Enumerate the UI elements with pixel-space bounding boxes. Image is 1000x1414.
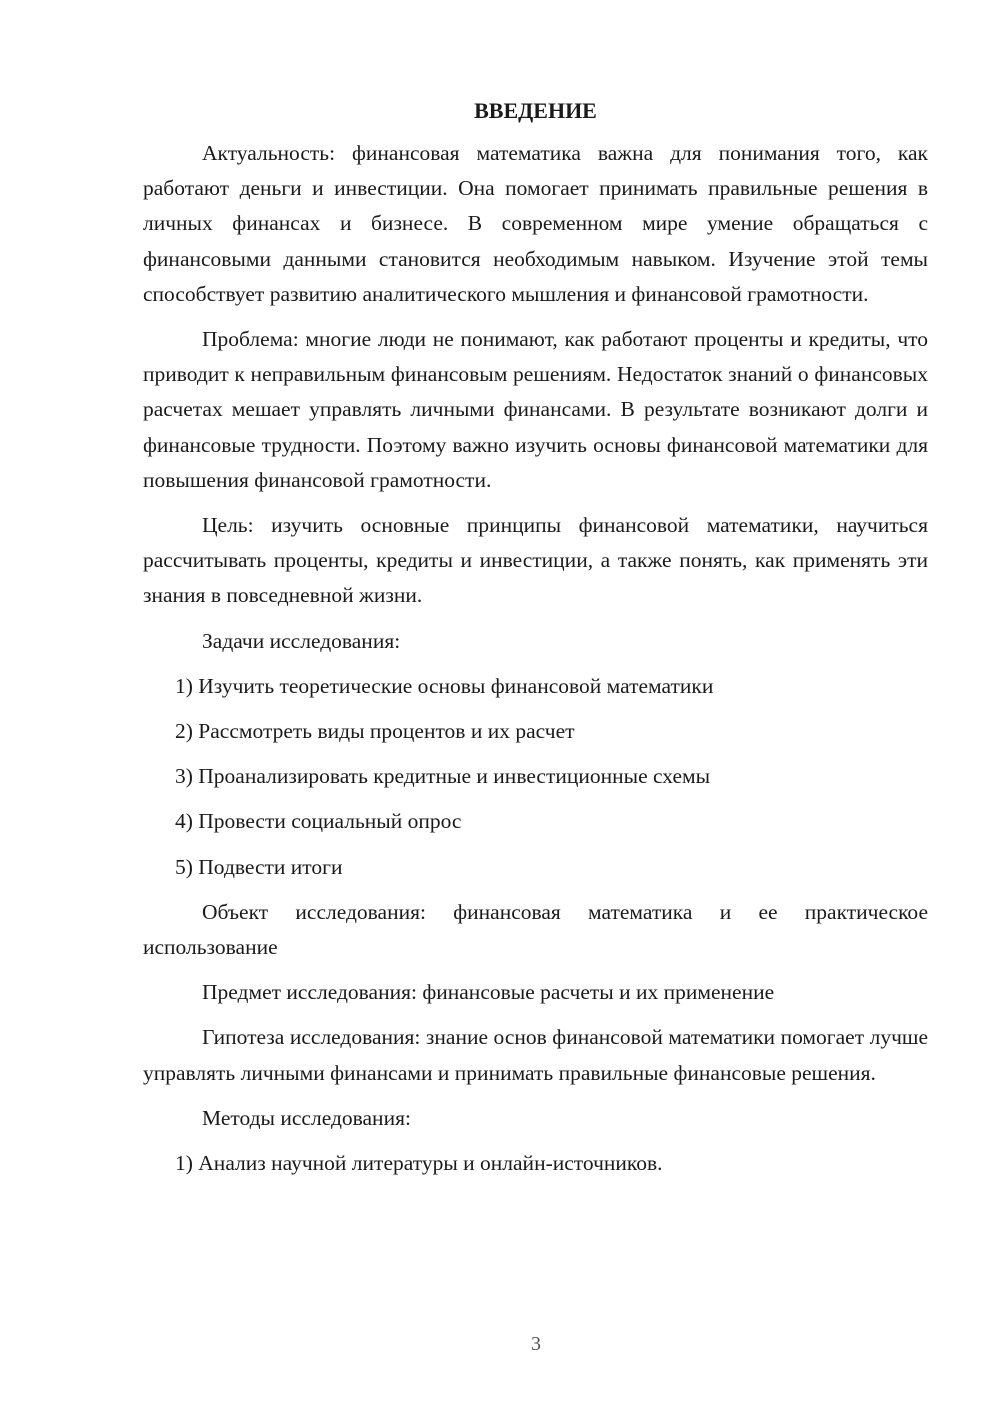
task-item-5: 5) Подвести итоги <box>175 854 343 879</box>
page-number: 3 <box>531 1333 541 1355</box>
task-item-2: 2) Рассмотреть виды процентов и их расчет <box>175 719 575 744</box>
task-item-1: 1) Изучить теоретические основы финансовой математики <box>175 673 714 698</box>
task-item-3: 3) Проанализировать кредитные и инвестиционные схемы <box>175 764 711 789</box>
section-heading: ВВЕДЕНИЕ <box>474 98 597 123</box>
goal-paragraph: Цель: изучить основные принципы финансовой математики, научиться рассчитывать проценты, кредиты и инвестиции, а также понять, как применять эти знания в повседневной жизни. <box>143 513 928 608</box>
problem-paragraph: Проблема: многие люди не понимают, как работают проценты и кредиты, что приводит к неправильным финансовым решениям. Недостаток знаний о финансовых расчетах мешает управлять личными финансами. В результате возникают долги и финансовые трудности. Поэтому важно изучить основы финансовой математики для повышения финансовой грамотности. <box>143 327 928 492</box>
relevance-paragraph: Актуальность: финансовая математика важна для понимания того, как работают деньги и инвестиции. Она помогает принимать правильные решения в личных финансах и бизнесе. В современном мире умение обращаться с финансовыми данными становится необходимым навыком. Изучение этой темы способствует развитию аналитического мышления и финансовой грамотности. <box>143 141 928 306</box>
subject-paragraph: Предмет исследования: финансовые расчеты и их применение <box>202 980 775 1005</box>
page-content <box>143 96 928 1191</box>
method-item-1: 1) Анализ научной литературы и онлайн-источников. <box>175 1151 663 1176</box>
task-item-4: 4) Провести социальный опрос <box>175 809 462 834</box>
tasks-label: Задачи исследования: <box>202 628 401 653</box>
methods-label: Методы исследования: <box>202 1105 411 1130</box>
hypothesis-paragraph: Гипотеза исследования: знание основ финансовой математики помогает лучше управлять личными финансами и принимать правильные финансовые решения. <box>143 1025 928 1085</box>
object-paragraph: Объект исследования: финансовая математика и ее практическое использование <box>143 899 928 960</box>
